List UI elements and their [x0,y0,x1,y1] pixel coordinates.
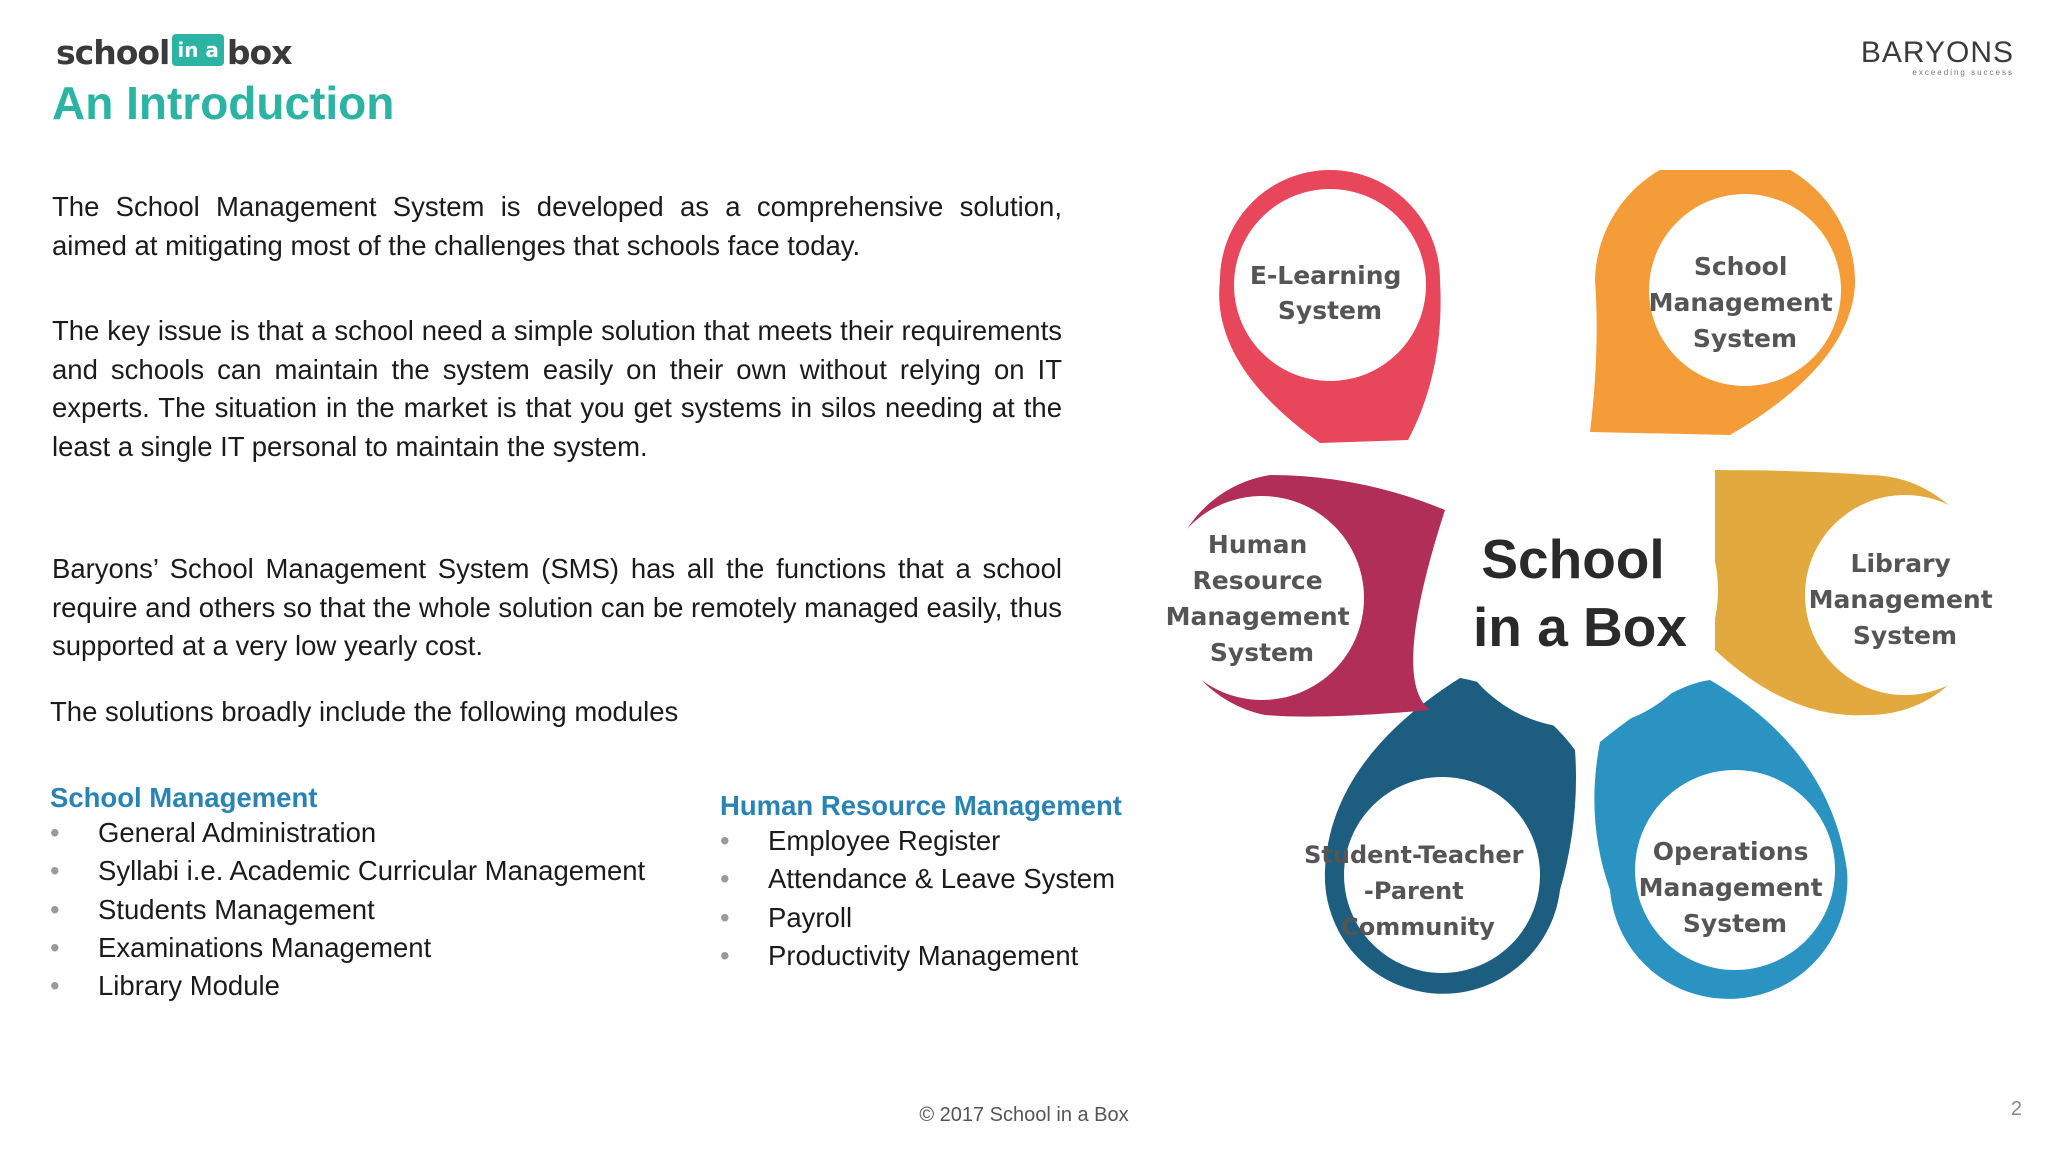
petal-label: E-Learning System [1249,261,1402,325]
petal-label: Operations Management System [1638,837,1823,938]
brand-name: BARYONS [1860,36,2014,69]
list-item: • Attendance & Leave System [720,860,1150,898]
petal-label: Human Resource Management System [1165,530,1350,667]
list-item: • Syllabi i.e. Academic Curricular Management [50,852,710,890]
hr-management-list [720,822,1150,975]
petal-e-learning [1219,170,1440,443]
intro-paragraph-3: Baryons’ School Management System (SMS) has all the functions that a school require and others so that the whole solution can be remotely managed easily, thus supported at a very low yearly cost. [52,553,1062,661]
petal-inner [1635,770,1835,970]
center-circle [1442,452,1718,728]
center-label-line1: School [1481,528,1665,590]
school-management-section [50,782,710,1005]
list-item: • Productivity Management [720,937,1150,975]
school-management-list [50,814,710,1005]
center-label-line2: in a Box [1473,596,1687,658]
school-management-heading: School Management [50,782,318,813]
petal-label: Library Management System [1808,549,1993,650]
logo-text-in-a: in a [172,34,224,66]
list-item: • Library Module [50,967,710,1005]
intro-paragraph-2: The key issue is that a school need a simple solution that meets their requirements and schools can maintain the system easily on their own without relying on IT experts. The situation in the market is that you get systems in silos needing at the least a single IT personal to maintain the system. [52,315,1062,462]
petal-operations [1594,680,1847,999]
petal-inner [1344,777,1540,973]
diagram-center [1442,452,1718,728]
logo-text-box: box [226,32,292,72]
list-item: • Payroll [720,899,1150,937]
school-in-a-box-diagram [1130,170,2030,1020]
intro-paragraph-1: The School Management System is developed as a comprehensive solution, aimed at mitigating most of the challenges that schools face today. [52,191,1062,261]
hr-management-heading: Human Resource Management [720,790,1122,821]
hr-management-section [720,790,1150,975]
modules-lead-text: The solutions broadly include the following modules [50,696,679,727]
school-in-a-box-logo [56,32,292,72]
petal-school-management [1590,170,1855,435]
list-item: • Examinations Management [50,929,710,967]
footer-copyright: © 2017 School in a Box [919,1104,1129,1126]
petal-human-resource [1160,475,1445,717]
petal-community [1304,678,1576,994]
page-title: An Introduction [52,77,395,129]
brand-tagline: exceeding success [1912,68,2014,77]
page-number: 2 [2010,1098,2022,1120]
baryons-logo [1861,36,2014,77]
petal-label: Student-Teacher -Parent Community [1304,841,1524,941]
list-item: • General Administration [50,814,710,852]
logo-text-school: school [56,32,170,72]
petal-label: School Management System [1648,252,1833,353]
list-item: • Students Management [50,891,710,929]
list-item: • Employee Register [720,822,1150,860]
petal-inner [1160,496,1364,700]
petal-library [1715,470,2005,715]
